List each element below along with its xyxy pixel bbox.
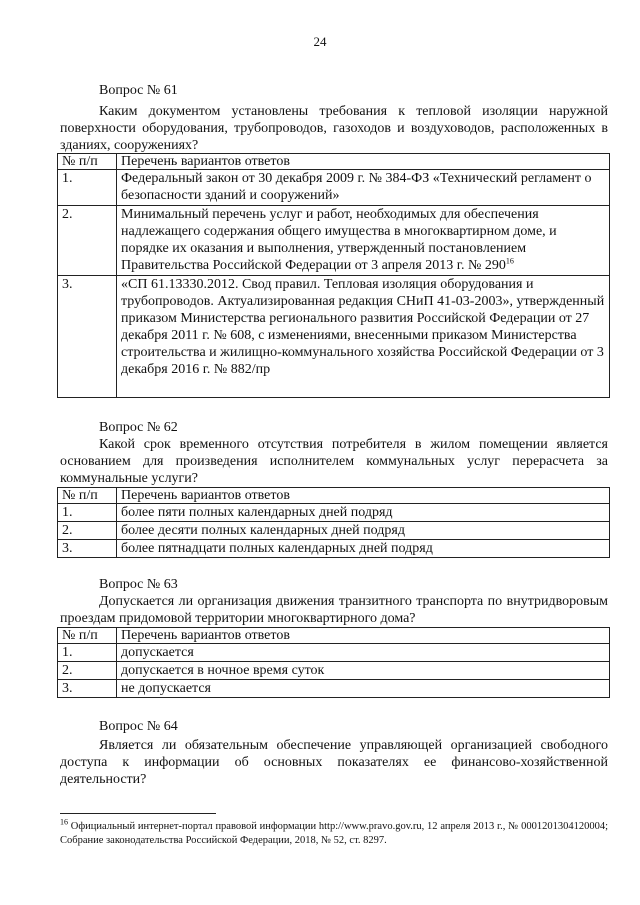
answer-text: допускается в ночное время суток (117, 662, 610, 680)
answer-text-with-footnote (117, 206, 610, 276)
answer-number: 1. (58, 170, 117, 206)
answer-text: «СП 61.13330.2012. Свод правил. Тепловая изоляция оборудования и трубопроводов. Актуализированная редакция СНиП 41-03-2003», утвержденный приказом Министерства регионального развития Российской Федерации от 27 декабря 2011 г. № 608, с изменениями, внесенными приказом Министерства строительства и жилищно-коммунального хозяйства Российской Федерации от 3 декабря 2016 г. № 882/пр (117, 276, 610, 398)
answer-number: 2. (58, 662, 117, 680)
footnote-text: Официальный интернет-портал правовой информации http://www.pravo.gov.ru, 12 апреля 2013 г., № 0001201304120004; Собрание законодательства Российской Федерации, 2018, № 52, ст. 8297. (60, 821, 608, 846)
question-64-title: Вопрос № 64 (99, 719, 178, 734)
question-62-answer-table (57, 487, 610, 558)
table-row (58, 276, 610, 398)
answer-number: 1. (58, 644, 117, 662)
table-row (58, 522, 610, 540)
answer-number: 2. (58, 522, 117, 540)
header-answers: Перечень вариантов ответов (117, 488, 610, 504)
footnote-divider (60, 813, 216, 814)
answer-number: 3. (58, 680, 117, 698)
answer-number: 2. (58, 206, 117, 276)
question-63-answer-table (57, 627, 610, 698)
answer-text: Федеральный закон от 30 декабря 2009 г. № 384-ФЗ «Технический регламент о безопасности зданий и сооружений» (117, 170, 610, 206)
question-61-answer-table (57, 153, 610, 398)
question-62-title: Вопрос № 62 (99, 420, 178, 435)
question-63-text: Допускается ли организация движения транзитного транспорта по внутридворовым проездам придомовой территории многоквартирного дома? (60, 594, 608, 626)
header-num: № п/п (58, 154, 117, 170)
header-answers: Перечень вариантов ответов (117, 628, 610, 644)
answer-text: не допускается (117, 680, 610, 698)
header-num: № п/п (58, 628, 117, 644)
answer-text: более пяти полных календарных дней подряд (117, 504, 610, 522)
footnote-mark: 16 (60, 817, 68, 827)
question-61-text: Каким документом установлены требования к тепловой изоляции наружной поверхности оборудования, трубопроводов, газоходов и воздуховодов, расположенных в зданиях, сооружениях? (60, 104, 608, 153)
answer-number: 3. (58, 276, 117, 398)
answer-number: 1. (58, 504, 117, 522)
answer-number: 3. (58, 540, 117, 558)
table-row (58, 504, 610, 522)
table-header-row (58, 488, 610, 504)
question-63-title: Вопрос № 63 (99, 577, 178, 592)
header-num: № п/п (58, 488, 117, 504)
table-row (58, 680, 610, 698)
table-row (58, 662, 610, 680)
question-61-title: Вопрос № 61 (99, 83, 178, 98)
table-row (58, 540, 610, 558)
question-64-text: Является ли обязательным обеспечение управляющей организацией свободного доступа к информации об основных показателях ее финансово-хозяйственной деятельности? (60, 738, 608, 787)
table-row (58, 206, 610, 276)
page-number: 24 (313, 34, 327, 49)
question-62-text: Какой срок временного отсутствия потребителя в жилом помещении является основанием для произведения исполнителем коммунальных услуг перерасчета за коммунальные услуги? (60, 437, 608, 486)
table-header-row (58, 628, 610, 644)
answer-text: более пятнадцати полных календарных дней подряд (117, 540, 610, 558)
answer-text: Минимальный перечень услуг и работ, необходимых для обеспечения надлежащего содержания общего имущества в многоквартирном доме, и порядке их оказания и выполнения, утвержденный постановлением Правительства Российской Федерации от 3 апреля 2013 г. № 290 (121, 207, 557, 273)
table-header-row (58, 154, 610, 170)
header-answers: Перечень вариантов ответов (117, 154, 610, 170)
table-row (58, 644, 610, 662)
table-row (58, 170, 610, 206)
answer-text: более десяти полных календарных дней подряд (117, 522, 610, 540)
answer-text: допускается (117, 644, 610, 662)
footnote (60, 817, 608, 848)
footnote-reference: 16 (505, 256, 514, 266)
